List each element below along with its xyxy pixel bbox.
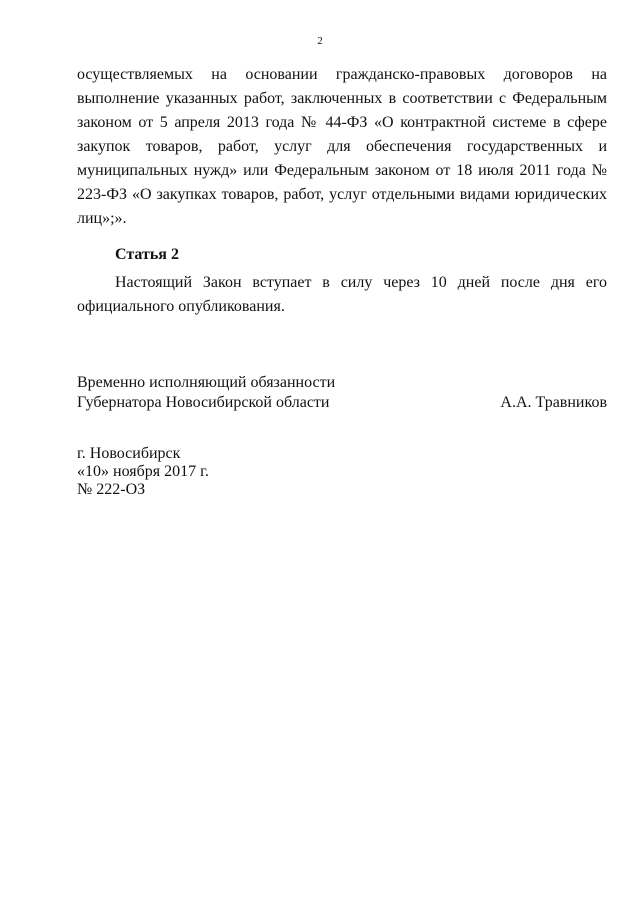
page-number: 2 <box>317 35 323 47</box>
signature-block <box>77 373 607 413</box>
law-date: «10» ноября 2017 г. <box>77 463 209 480</box>
signature-row <box>77 393 607 413</box>
signatory-name: А.А. Травников <box>500 394 607 411</box>
signatory-title-line-2: Губернатора Новосибирской области <box>77 394 330 411</box>
signatory-title-line-1: Временно исполняющий обязанности <box>77 374 336 391</box>
place-date-block <box>77 445 209 499</box>
article-heading: Статья 2 <box>115 246 179 263</box>
city: г. Новосибирск <box>77 445 181 462</box>
continuation-paragraph: осуществляемых на основании гражданско-правовых договоров на выполнение указанных работ, заключенных в соответствии с Федеральным законом от 5 апреля 2013 года № 44-ФЗ «О контрактной системе в сфере закупок товаров, работ, услуг для обеспечения государственных и муниципальных нужд» или Федеральным законом от 18 июля 2011 года № 223-ФЗ «О закупках товаров, работ, услуг отдельными видами юридических лиц»;». <box>77 66 607 227</box>
article-paragraph: Настоящий Закон вступает в силу через 10 дней после дня его официального опубликования. <box>77 274 607 315</box>
law-number: № 222-ОЗ <box>77 481 146 498</box>
